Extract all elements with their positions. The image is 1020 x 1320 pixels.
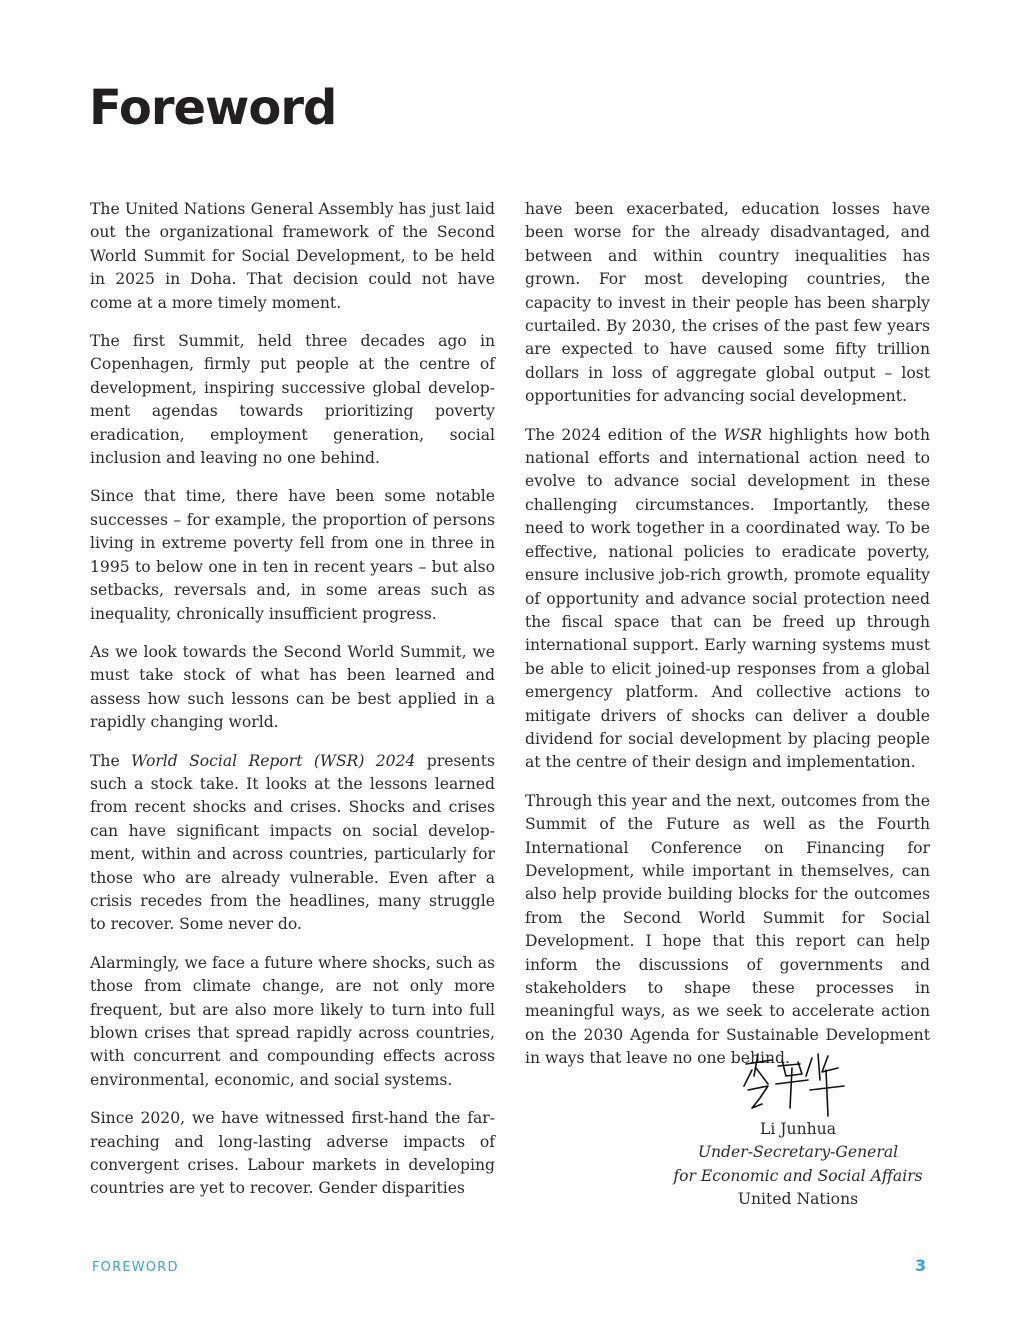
footer-section-label: FOREWORD — [92, 1260, 179, 1275]
paragraph: The first Summit, held three decades ago in Copenhagen, firmly put people at the centre of development, inspiring successive global development agendas towards prioritizing poverty eradication, employment generation, social inclusion and leaving no one behind. — [90, 332, 495, 468]
paragraph: Through this year and the next, outcomes from the Summit of the Future as well as the Fourth International Conference on Financing for Development, while important in themselves, can also help provide building blocks for the outcomes from the Second World Summit for Social Development. I hope that this report can help inform the discussions of governments and stakeholders to shape these processes in meaningful ways, as we seek to accelerate action on the 2030 Agenda for Sustainable Development in ways that leave no one behind. — [525, 791, 930, 1068]
paragraph: have been exacerbated, education losses have been worse for the already disadvantaged, and between and within country inequalities has grown. For most developing countries, the capacity to invest in their people has been sharply curtailed. By 2030, the crises of the past few years are expected to have caused some fifty trillion dollars in loss of aggregate global output – lost opportunities for advancing social development. — [525, 200, 930, 406]
paragraph: As we look towards the Second World Summit, we must take stock of what has been learned and assess how such lessons can be best applied in a rapidly changing world. — [90, 642, 495, 732]
paragraph-text: highlights how both national efforts and international action need to evolve to advance social development in these challenging circumstances. Importantly, these need to work together in a coordinated way. To be effective, national policies to eradicate poverty, ensure inclusive job-rich growth, promote equality of opportunity and advance social protection need the fiscal space that can be freed up through international support. Early warning systems must be able to elicit joined-up responses from a global emergency platform. And collective actions to mitigate drivers of shocks can deliver a double dividend for social development by placing people at the centre of their design and implementation. — [525, 425, 930, 772]
signatory-organization: United Nations — [737, 1190, 859, 1209]
left-column — [90, 198, 495, 1216]
signature-block — [668, 1046, 928, 1212]
handwritten-signature — [738, 1046, 848, 1118]
paragraph-text: presents such a stock take. It looks at the lessons learned from recent shocks and crises. Shocks and crises can have significant impacts on social development, within and across countries, particularly for those who are already vulnerable. Even after a crisis recedes from the headlines, many struggle to recover. Some never do. — [90, 751, 495, 934]
signatory-name: Li Junhua — [759, 1120, 837, 1138]
paragraph: Since that time, there have been some notable successes – for example, the proportion of persons living in extreme poverty fell from one in three in 1995 to below one in ten in recent years – but also setbacks, reversals and, in some areas such as inequality, chronically insufficient progress. — [90, 487, 495, 623]
paragraph — [90, 750, 495, 937]
report-title-italic: World Social Report (WSR) 2024 — [130, 751, 416, 770]
paragraph: Since 2020, we have witnessed first-hand the far-reaching and long-lasting adverse impacts of convergent crises. Labour markets in developing countries are yet to recover. Gender disparities — [90, 1109, 495, 1198]
paragraph: Alarmingly, we face a future where shocks, such as those from climate change, are not only more frequent, but are also more likely to turn into full blown crises that spread rapidly across countries, with concurrent and compounding effects across environmental, economic, and social systems. — [90, 953, 495, 1089]
paragraph — [525, 424, 930, 775]
signatory-department: for Economic and Social Affairs — [673, 1166, 923, 1185]
paragraph: The United Nations General Assembly has just laid out the organizational framework of the Second World Summit for Social Development, to be held in 2025 in Doha. That decision could not have come at a more timely moment. — [90, 200, 495, 312]
paragraph-text: The 2024 edition of the — [525, 425, 724, 444]
signatory-role: Under-Secretary-General — [697, 1143, 899, 1162]
report-abbrev-italic: WSR — [723, 425, 763, 444]
page-number: 3 — [915, 1256, 927, 1275]
paragraph-text: The — [90, 751, 131, 770]
page-title: Foreword — [89, 80, 337, 136]
right-column — [525, 198, 930, 1086]
